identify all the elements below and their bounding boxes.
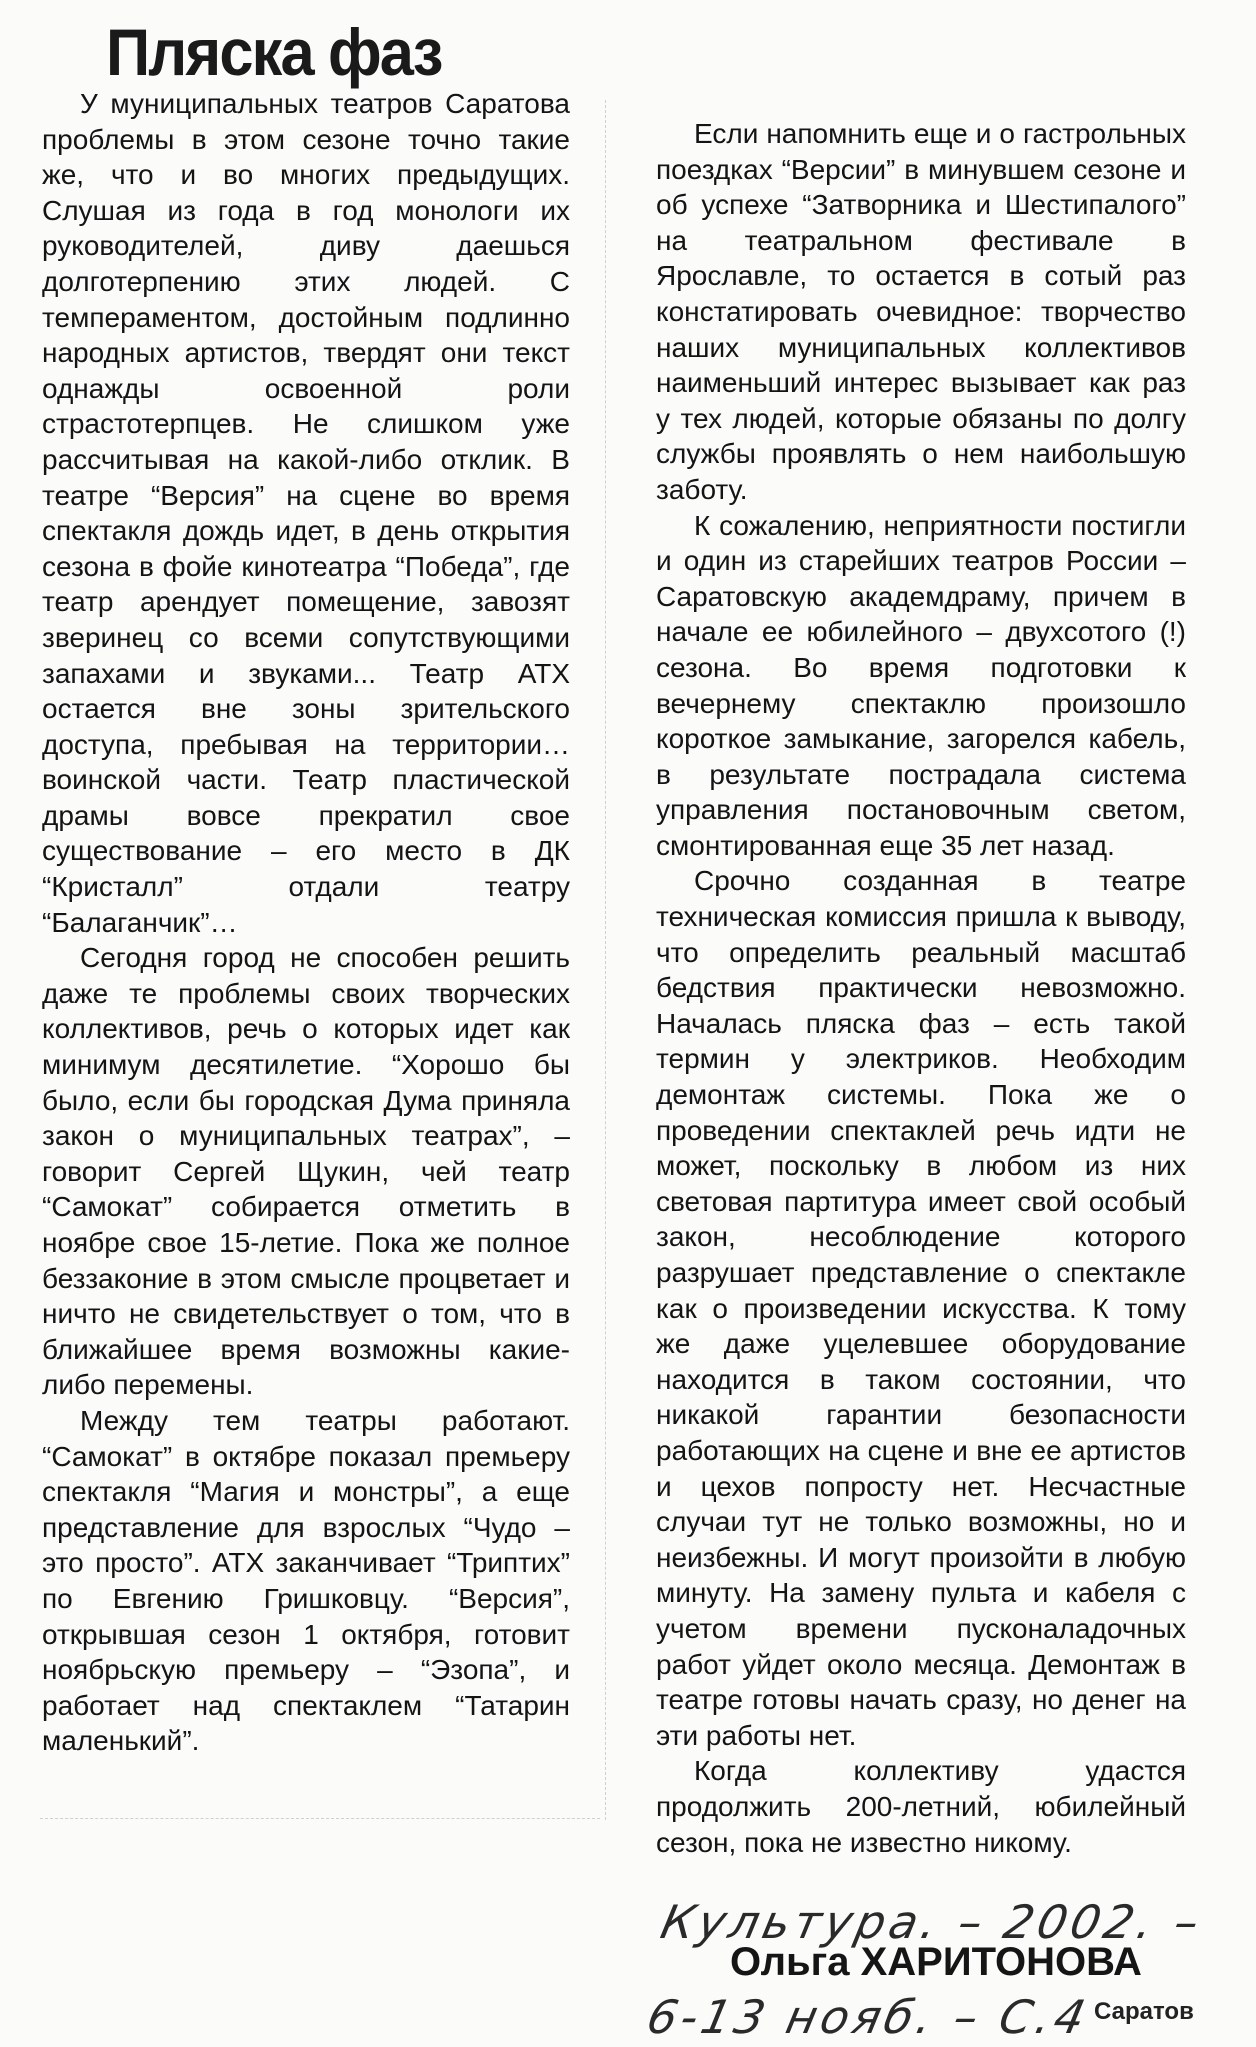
- paragraph: Срочно созданная в театре техническая комиссия пришла к выводу, что определить реальный масштаб бедствия практически невозможно. Началась пляска фаз – есть такой термин у электриков. Необходим демонтаж системы. Пока же о проведении спектаклей речь идти не может, поскольку в любом из них световая партитура имеет свой особый закон, несоблюдение которого разрушает представление о спектакле как о произведении искусства. К тому же даже уцелевшее оборудование находится в таком состоянии, что никакой гарантии безопасности работающих на сцене и вне ее артистов и цехов попросту нет. Несчастные случаи тут не только возможны, но и неизбежны. И могут произойти в любую минуту. На замену пульта и кабеля с учетом времени пусконаладочных работ уйдет около месяца. Демонтаж в театре готовы начать сразу, но денег на эти работы нет.: [656, 865, 1186, 1751]
- right-column: [656, 116, 1186, 1860]
- handwritten-source-note: Культура. – 2002. –: [656, 1895, 1208, 1949]
- paragraph: Если напомнить еще и о гастрольных поездках “Версии” в минувшем сезоне и об успехе “Затворника и Шестипалого” на театральном фестивале в Ярославле, то остается в сотый раз констатировать очевидное: творчество наших муниципальных коллективов наименьший интерес вызывает как раз у тех людей, которые обязаны по долгу службы проявлять о нем наибольшую заботу.: [656, 118, 1186, 505]
- paragraph: Когда коллективу удастся продолжить 200-летний, юбилейный сезон, пока не известно никому.: [656, 1755, 1186, 1858]
- paragraph: К сожалению, неприятности постигли и один из старейших театров России – Саратовскую академдраму, причем в начале ее юбилейного – двухсотого (!) сезона. Во время подготовки к вечернему спектаклю произошло короткое замыкание, загорелся кабель, в результате пострадала система управления постановочным светом, смонтированная еще 35 лет назад.: [656, 509, 1186, 861]
- paragraph: Сегодня город не способен решить даже те проблемы своих творческих коллективов, речь о которых идет как минимум десятилетие. “Хорошо бы было, если бы городская Дума приняла закон о муниципальных театрах”, – говорит Сергей Щукин, чей театр “Самокат” собирается отметить в ноябре свое 15-летие. Пока же полное беззаконие в этом смысле процветает и ничто не свидетельствует о том, что в ближайшее время возможны какие-либо перемены.: [42, 942, 570, 1401]
- author-byline: Ольга ХАРИТОНОВА: [730, 1940, 1142, 1984]
- handwritten-date-note: 6-13 нояб. – С.4: [642, 1990, 1094, 2044]
- article-headline: Пляска фаз: [106, 15, 442, 89]
- paragraph: У муниципальных театров Саратова проблемы в этом сезоне точно такие же, что и во многих предыдущих. Слушая из года в год монологи их руководителей, диву даешься долготерпению этих людей. С темпераментом, достойным подлинно народных артистов, твердят они текст однажды освоенной роли страстотерпцев. Не слишком уже рассчитывая на какой-либо отклик. В театре “Версия” на сцене во время спектакля дождь идет, в день открытия сезона в фойе кинотеатра “Победа”, где театр арендует помещение, завозят зверинец со всеми сопутствующими запахами и звуками... Театр АТХ остается вне зоны зрительского доступа, пребывая на территории… воинской части. Театр пластической драмы вовсе прекратил свое существование – его место в ДК “Кристалл” отдали театру “Балаганчик”…: [42, 88, 570, 938]
- left-column: [42, 86, 570, 1759]
- author-city: Саратов: [1094, 1998, 1194, 2025]
- column-divider: [605, 100, 606, 1820]
- paragraph: Между тем театры работают. “Самокат” в октябре показал премьеру спектакля “Магия и монстры”, а еще представление для взрослых “Чудо – это просто”. АТХ заканчивает “Триптих” по Евгению Гришковцу. “Версия”, открывшая сезон 1 октября, готовит ноябрьскую премьеру – “Эзопа”, и работает над спектаклем “Татарин маленький”.: [42, 1404, 570, 1757]
- left-column-bottom-rule: [40, 1818, 600, 1819]
